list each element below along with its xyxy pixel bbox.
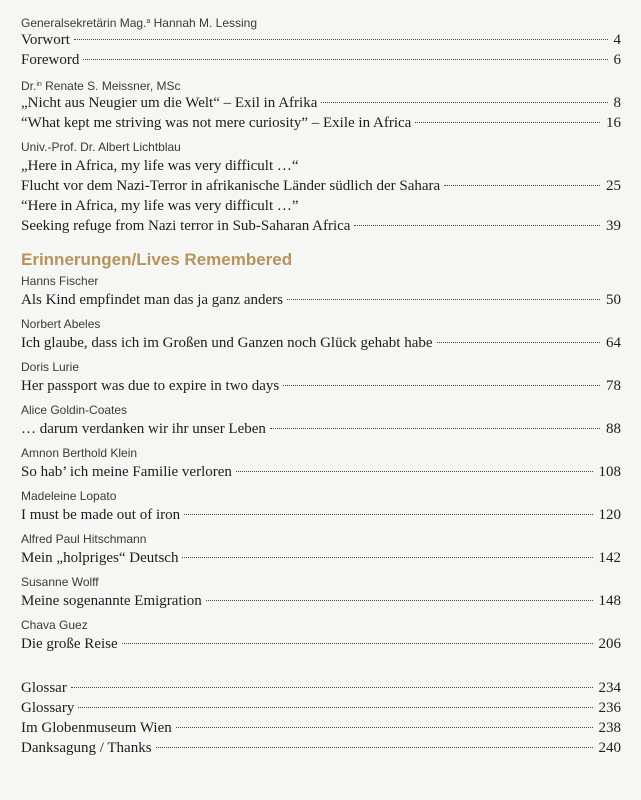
dot-leader (182, 557, 592, 558)
page-number: 39 (606, 218, 621, 234)
page-number: 238 (598, 720, 621, 736)
dot-leader (287, 299, 600, 300)
dot-leader (176, 727, 593, 728)
author-superscript: a (146, 18, 151, 25)
entry-title: Glossary (21, 700, 75, 716)
page-number: 25 (606, 178, 621, 194)
author-name: Chava Guez (21, 618, 88, 632)
page-number: 206 (598, 636, 621, 652)
toc-entry[interactable] (21, 30, 621, 50)
toc-entry[interactable] (21, 333, 621, 353)
page-number: 236 (598, 700, 621, 716)
author-name (21, 139, 621, 156)
toc-entry[interactable] (21, 376, 621, 396)
toc-entry[interactable] (21, 548, 621, 568)
toc-group (21, 13, 621, 70)
toc-entry[interactable] (21, 634, 621, 654)
entry-title: Flucht vor dem Nazi-Terror in afrikanische Länder südlich der Sahara (21, 178, 441, 194)
toc-entry[interactable] (21, 419, 621, 439)
page-number: 78 (606, 378, 621, 394)
toc-entry[interactable] (21, 216, 621, 236)
entry-title: „Here in Africa, my life was very difficult …“ (21, 158, 299, 174)
entry-title: „Nicht aus Neugier um die Welt“ – Exil in Afrika (21, 95, 318, 111)
toc-entry[interactable] (21, 113, 621, 133)
toc-entry[interactable] (21, 678, 621, 698)
dot-leader (184, 514, 592, 515)
page-number: 16 (606, 115, 621, 131)
table-of-contents (21, 13, 621, 758)
entry-title: Glossar (21, 680, 67, 696)
author-name (21, 76, 621, 93)
entry-title: Seeking refuge from Nazi terror in Sub-Saharan Africa (21, 218, 351, 234)
dot-leader (78, 707, 592, 708)
page-number: 8 (613, 95, 621, 111)
page-number: 108 (598, 464, 621, 480)
section-heading-lives: Erinnerungen/Lives Remembered (21, 250, 293, 269)
toc-group (21, 402, 621, 439)
dot-leader (283, 385, 600, 386)
page-number: 64 (606, 335, 621, 351)
dot-leader (270, 428, 600, 429)
author-prefix: Dr. (21, 79, 37, 93)
dot-leader (354, 225, 600, 226)
author-prefix: Generalsekretärin Mag. (21, 16, 147, 30)
entry-title: Foreword (21, 52, 80, 68)
entry-title: Vorwort (21, 32, 70, 48)
toc-group (21, 359, 621, 396)
toc-entry[interactable] (21, 50, 621, 70)
entry-title: Mein „holpriges“ Deutsch (21, 550, 179, 566)
dot-leader (71, 687, 593, 688)
entry-title: I must be made out of iron (21, 507, 181, 523)
dot-leader (74, 39, 608, 40)
dot-leader (437, 342, 600, 343)
author-name: Amnon Berthold Klein (21, 446, 138, 460)
dot-leader (206, 600, 593, 601)
toc-entry[interactable] (21, 505, 621, 525)
author-name-rest: Hannah M. Lessing (150, 16, 258, 30)
author-name: Doris Lurie (21, 360, 80, 374)
toc-group (21, 139, 621, 236)
entry-title: So hab’ ich meine Familie verloren (21, 464, 232, 480)
page-number: 148 (598, 593, 621, 609)
toc-group (21, 76, 621, 133)
entry-title: Im Globenmuseum Wien (21, 720, 172, 736)
dot-leader (83, 59, 607, 60)
toc-entry[interactable] (21, 196, 621, 216)
toc-group (21, 617, 621, 654)
front-matter (21, 13, 621, 236)
dot-leader (236, 471, 593, 472)
author-name: Alice Goldin-Coates (21, 403, 128, 417)
toc-entry[interactable] (21, 93, 621, 113)
page-number: 88 (606, 421, 621, 437)
author-name: Madeleine Lopato (21, 489, 117, 503)
toc-group (21, 488, 621, 525)
toc-entry[interactable] (21, 591, 621, 611)
back-matter (21, 678, 621, 758)
page-number: 234 (598, 680, 621, 696)
entry-title: “Here in Africa, my life was very difficult …” (21, 198, 299, 214)
toc-group (21, 531, 621, 568)
entry-title: “What kept me striving was not mere curiosity” – Exile in Africa (21, 115, 412, 131)
entry-title: Her passport was due to expire in two days (21, 378, 280, 394)
toc-entry[interactable] (21, 156, 621, 176)
page-number: 6 (613, 52, 621, 68)
toc-entry[interactable] (21, 698, 621, 718)
entry-title: … darum verdanken wir ihr unser Leben (21, 421, 266, 437)
author-name (21, 13, 621, 30)
entry-title: Meine sogenannte Emigration (21, 593, 202, 609)
toc-group (21, 574, 621, 611)
entry-title: Als Kind empfindet man das ja ganz anders (21, 292, 284, 308)
dot-leader (415, 122, 600, 123)
entry-title: Die große Reise (21, 636, 118, 652)
author-prefix: Univ.-Prof. Dr. Albert Lichtblau (21, 140, 181, 154)
toc-entry[interactable] (21, 290, 621, 310)
page-number: 240 (598, 740, 621, 756)
toc-group (21, 316, 621, 353)
dot-leader (156, 747, 593, 748)
entry-title: Danksagung / Thanks (21, 740, 152, 756)
dot-leader (122, 643, 593, 644)
page-number: 120 (598, 507, 621, 523)
toc-entry[interactable] (21, 462, 621, 482)
page-number: 50 (606, 292, 621, 308)
page-number: 142 (598, 550, 621, 566)
lives-remembered-list (21, 273, 621, 654)
entry-title: Ich glaube, dass ich im Großen und Ganzen noch Glück gehabt habe (21, 335, 433, 351)
author-name-rest: Renate S. Meissner, MSc (41, 79, 181, 93)
toc-entry[interactable] (21, 738, 621, 758)
spacer (21, 660, 621, 678)
dot-leader (321, 102, 607, 103)
author-name: Alfred Paul Hitschmann (21, 532, 147, 546)
toc-entry[interactable] (21, 176, 621, 196)
page-number: 4 (613, 32, 621, 48)
author-superscript: in (36, 81, 42, 88)
toc-group (21, 273, 621, 310)
author-name: Hanns Fischer (21, 274, 99, 288)
author-name: Norbert Abeles (21, 317, 101, 331)
dot-leader (444, 185, 600, 186)
toc-entry[interactable] (21, 718, 621, 738)
author-name: Susanne Wolff (21, 575, 99, 589)
toc-group (21, 445, 621, 482)
